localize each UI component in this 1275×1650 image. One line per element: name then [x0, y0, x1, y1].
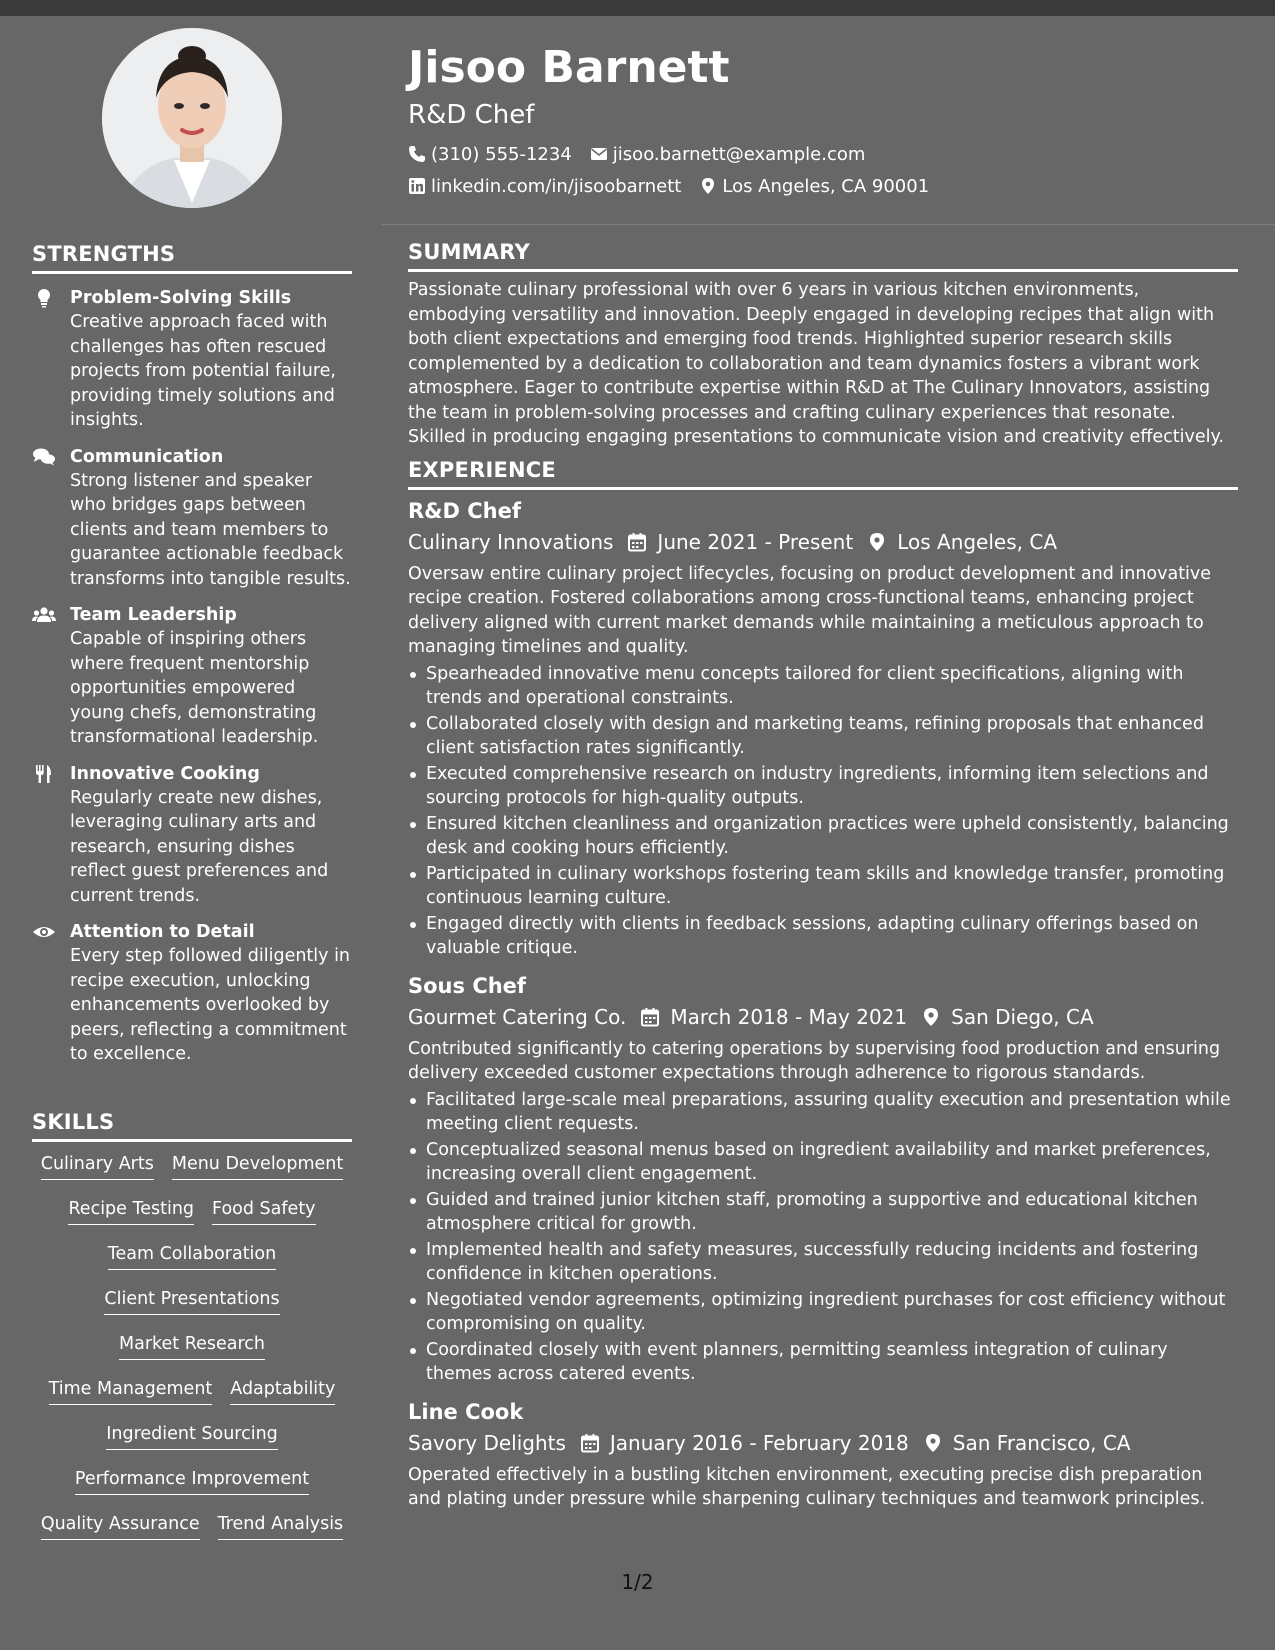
job-bullets [408, 662, 1238, 961]
strengths-heading: STRENGTHS [32, 242, 352, 274]
header-divider [382, 224, 1275, 225]
job-dates: January 2016 - February 2018 [609, 1430, 909, 1455]
top-bar [0, 0, 1275, 16]
job-location: San Diego, CA [951, 1004, 1094, 1029]
job-bullet: Executed comprehensive research on industry ingredients, informing item selections and sourcing protocols for high-quality outputs. [408, 762, 1238, 811]
skills-row [32, 1467, 352, 1512]
skills-row [32, 1422, 352, 1467]
job-title: Sous Chef [408, 973, 527, 998]
skills-section [32, 1110, 352, 1557]
contact-phone [408, 144, 572, 165]
strength-title: Attention to Detail [70, 922, 255, 942]
skill-tag: Food Safety [212, 1197, 316, 1225]
utensils-icon [32, 764, 56, 784]
phone-icon [408, 145, 426, 163]
skill-tag: Market Research [119, 1332, 265, 1360]
strength-title: Communication [70, 446, 224, 467]
job-bullets [408, 1088, 1238, 1387]
skills-list [32, 1152, 352, 1557]
strength-item [32, 603, 352, 750]
job-entry [408, 1397, 1238, 1512]
skills-row [32, 1152, 352, 1197]
job-bullet: Conceptualized seasonal menus based on ingredient availability and market preferences, increasing overall client engagement. [408, 1138, 1238, 1187]
skills-row [32, 1377, 352, 1422]
job-bullet: Facilitated large-scale meal preparations, assuring quality execution and presentation while meeting client requests. [408, 1088, 1238, 1137]
job-location: San Francisco, CA [952, 1430, 1131, 1455]
job-bullet: Spearheaded innovative menu concepts tailored for client specifications, aligning with trends and operational constraints. [408, 662, 1238, 711]
skill-tag: Team Collaboration [108, 1242, 276, 1270]
skill-tag: Time Management [49, 1377, 213, 1405]
lightbulb-icon [32, 288, 56, 308]
strength-title: Innovative Cooking [70, 763, 260, 784]
strength-desc: Every step followed diligently in recipe execution, unlocking enhancements overlooked by peers, reflecting a commitment to excellence. [70, 946, 351, 1064]
job-bullet: Negotiated vendor agreements, optimizing ingredient purchases for cost efficiency without compromising on quality. [408, 1288, 1238, 1337]
map-pin-icon [921, 1007, 941, 1027]
contact-email [590, 144, 866, 165]
contact-location [699, 176, 929, 197]
strength-desc: Capable of inspiring others where frequent mentorship opportunities empowered young chefs, demonstrating transformational leadership. [70, 629, 319, 747]
summary-text: Passionate culinary professional with over 6 years in various kitchen environments, embodying versatility and innovation. Deeply engaged in developing recipes that align with both client expectations and emerging food trends. Highlighted superior research skills complemented by a dedication to collaboration and team dynamics fosters a vibrant work atmosphere. Eager to contribute expertise within R&D at The Culinary Innovators, assisting the team in problem-solving processes and crafting culinary experiences that resonate. Skilled in producing engaging presentations to communicate vision and creativity effectively. [408, 280, 1224, 447]
phone-text: (310) 555-1234 [431, 143, 572, 165]
skills-row [32, 1332, 352, 1377]
job-dates: June 2021 - Present [657, 529, 854, 554]
skill-tag: Quality Assurance [41, 1512, 200, 1540]
avatar-illustration [102, 28, 282, 208]
candidate-name: Jisoo Barnett [408, 42, 730, 93]
skill-tag: Client Presentations [104, 1287, 279, 1315]
map-pin-icon [867, 532, 887, 552]
skills-row [32, 1242, 352, 1287]
job-company: Savory Delights [408, 1430, 566, 1455]
job-bullet: Guided and trained junior kitchen staff, promoting a supportive and educational kitchen atmosphere critical for growth. [408, 1188, 1238, 1237]
strength-desc: Regularly create new dishes, leveraging culinary arts and research, ensuring dishes reflect guest preferences and current trends. [70, 787, 329, 906]
skill-tag: Adaptability [230, 1377, 335, 1405]
skills-row [32, 1287, 352, 1332]
job-meta [408, 1002, 1238, 1032]
job-title: Line Cook [408, 1399, 524, 1424]
skills-row [32, 1197, 352, 1242]
strength-title: Problem-Solving Skills [70, 288, 292, 308]
skill-tag: Recipe Testing [68, 1197, 194, 1225]
contact-row [408, 174, 1238, 198]
strength-item [32, 762, 352, 909]
strength-item [32, 286, 352, 433]
job-bullet: Implemented health and safety measures, successfully reducing incidents and fostering confidence in kitchen operations. [408, 1238, 1238, 1287]
main-column [408, 240, 1238, 1512]
skill-tag: Trend Analysis [218, 1512, 344, 1540]
resume-header [408, 40, 1238, 198]
skill-tag: Menu Development [172, 1152, 343, 1180]
strength-item [32, 445, 352, 592]
profile-photo [102, 28, 282, 208]
candidate-role: R&D Chef [408, 100, 535, 130]
location-text: Los Angeles, CA 90001 [722, 175, 930, 197]
skill-tag: Performance Improvement [75, 1467, 309, 1495]
job-location: Los Angeles, CA [897, 529, 1058, 554]
job-title: R&D Chef [408, 498, 521, 523]
job-description: Contributed significantly to catering operations by supervising food production and ensuring delivery exceeded customer expectations through adherence to rigorous standards. [408, 1038, 1221, 1083]
strength-item [32, 920, 352, 1067]
skill-tag: Ingredient Sourcing [106, 1422, 278, 1450]
strengths-section [32, 242, 352, 1067]
map-pin-icon [699, 177, 717, 195]
job-dates: March 2018 - May 2021 [670, 1004, 908, 1029]
contact-linkedin [408, 176, 681, 197]
eye-icon [32, 922, 56, 942]
job-company: Gourmet Catering Co. [408, 1004, 627, 1029]
job-bullet: Ensured kitchen cleanliness and organization practices were upheld consistently, balancing desk and cooking hours efficiently. [408, 812, 1238, 861]
strength-desc: Strong listener and speaker who bridges gaps between clients and team members to guarantee actionable feedback transforms into tangible results. [70, 470, 351, 589]
linkedin-link[interactable]: linkedin.com/in/jisoobarnett [431, 175, 682, 197]
page-indicator: 1/2 [621, 1570, 654, 1594]
job-company: Culinary Innovations [408, 529, 614, 554]
job-meta [408, 1428, 1238, 1458]
job-meta [408, 527, 1238, 557]
job-entry [408, 496, 1238, 961]
calendar-icon [580, 1433, 600, 1453]
job-description: Operated effectively in a bustling kitchen environment, executing precise dish preparation and plating under pressure while sharpening culinary techniques and teamwork principles. [408, 1464, 1206, 1509]
chat-bubbles-icon [32, 447, 56, 467]
skills-heading: SKILLS [32, 1110, 352, 1142]
experience-heading: EXPERIENCE [408, 458, 1238, 490]
calendar-icon [640, 1007, 660, 1027]
skills-row [32, 1512, 352, 1557]
job-bullet: Coordinated closely with event planners, permitting seamless integration of culinary themes across catered events. [408, 1338, 1238, 1387]
map-pin-icon [923, 1433, 943, 1453]
contact-row [408, 142, 1238, 166]
skill-tag: Culinary Arts [41, 1152, 154, 1180]
strength-title: Team Leadership [70, 605, 237, 625]
summary-heading: SUMMARY [408, 240, 1238, 272]
job-entry [408, 971, 1238, 1387]
job-description: Oversaw entire culinary project lifecycles, focusing on product development and innovative recipe creation. Fostered collaborations among cross-functional teams, enhancing project delivery aligned with current market demands while maintaining a meticulous approach to managing timelines and quality. [408, 563, 1212, 657]
job-bullet: Engaged directly with clients in feedback sessions, adapting culinary offerings based on valuable critique. [408, 912, 1238, 961]
strength-desc: Creative approach faced with challenges has often rescued projects from potential failure, providing timely solutions and insights. [70, 312, 336, 430]
job-bullet: Collaborated closely with design and marketing teams, refining proposals that enhanced client satisfaction rates significantly. [408, 712, 1238, 761]
calendar-icon [627, 532, 647, 552]
linkedin-icon [408, 177, 426, 195]
job-bullet: Participated in culinary workshops fostering team skills and knowledge transfer, promoting continuous learning culture. [408, 862, 1238, 911]
users-icon [32, 605, 56, 625]
email-link[interactable]: jisoo.barnett@example.com [612, 143, 866, 165]
envelope-icon [590, 145, 608, 163]
